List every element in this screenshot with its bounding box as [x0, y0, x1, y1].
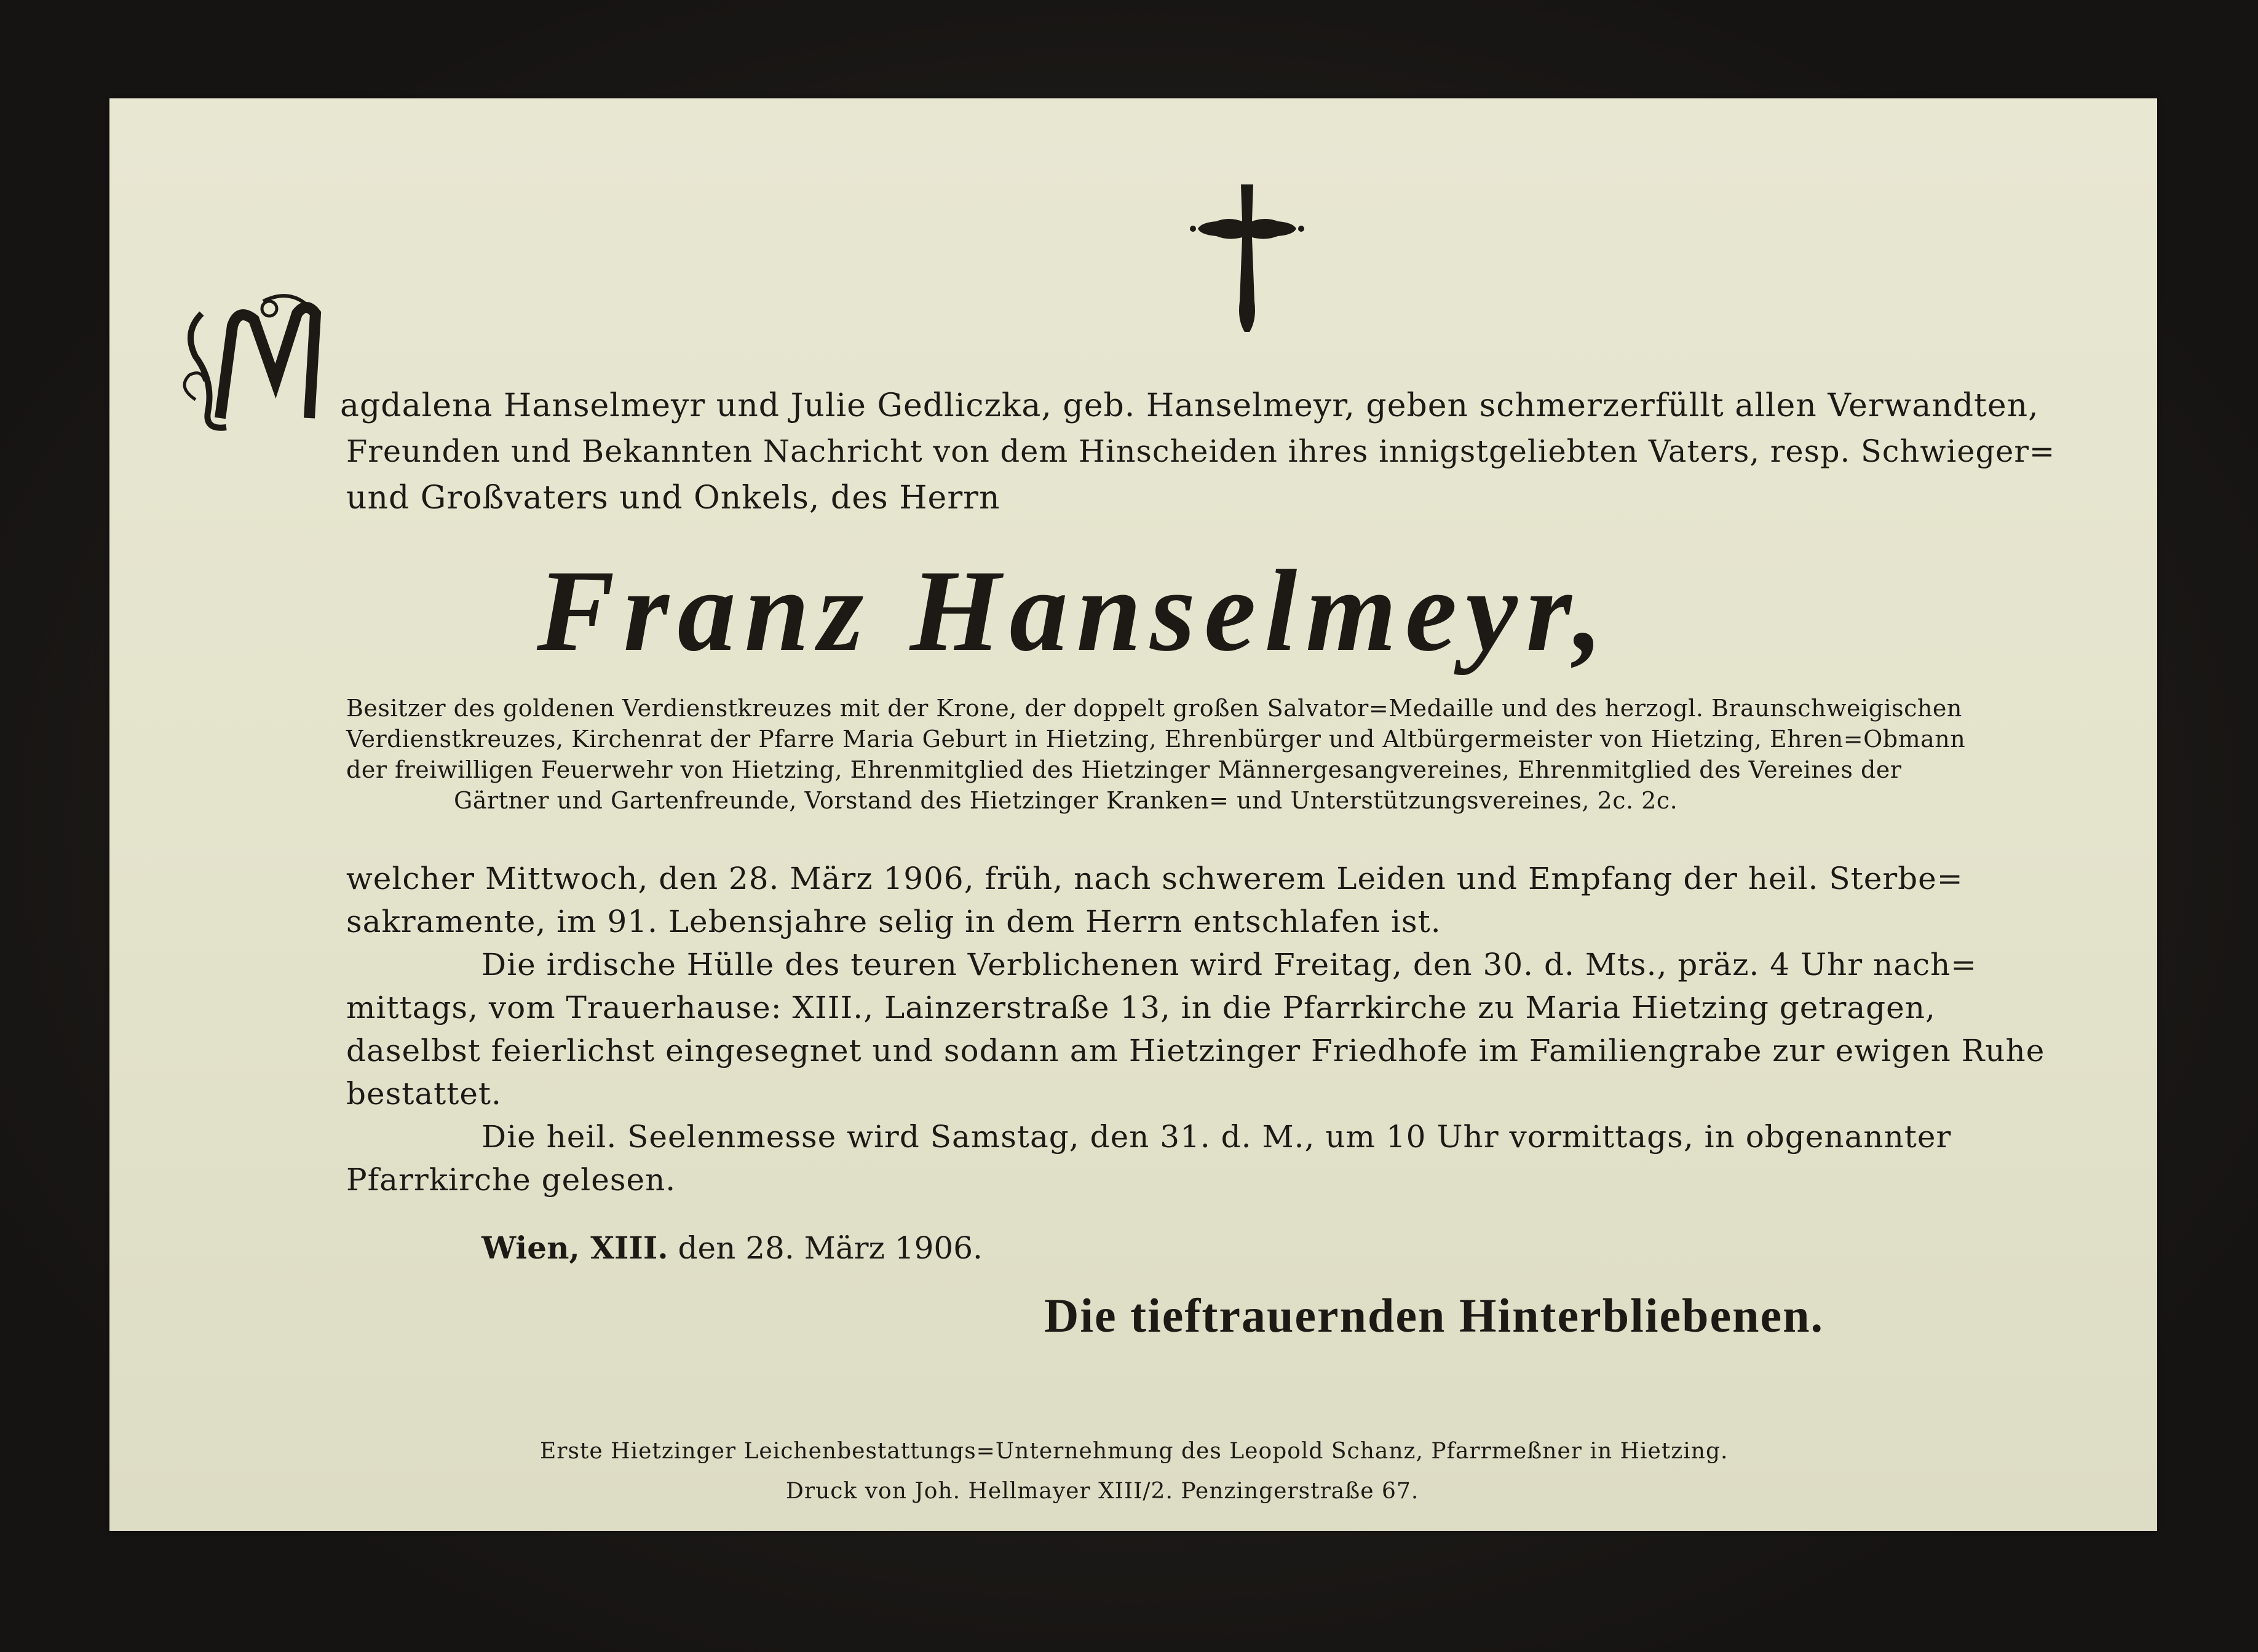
body-p1-line-2: sakramente, im 91. Lebensjahre selig in dem Herrn entschlafen ist. — [346, 904, 1441, 939]
titles-line-1: Besitzer des goldenen Verdienstkreuzes mit der Krone, der doppelt großen Salvator=Medaille und des herzogl. Braunschweigischen — [346, 695, 1962, 722]
body-p2-line-3: daselbst feierlichst eingesegnet und sodann am Hietzinger Friedhofe im Familiengrabe zur ewigen Ruhe — [346, 1033, 2045, 1069]
body-p2-line-4: bestattet. — [346, 1076, 502, 1112]
body-p2-line-1: Die irdische Hülle des teuren Verblichenen wird Freitag, den 30. d. Mts., präz. 4 Uhr nach= — [481, 947, 1978, 982]
body-p2-line-2: mittags, vom Trauerhause: XIII., Lainzerstraße 13, in die Pfarrkirche zu Maria Hietzing getragen, — [346, 990, 1936, 1026]
body-p1-line-1: welcher Mittwoch, den 28. März 1906, früh, nach schwerem Leiden und Empfang der heil. Sterbe= — [346, 861, 1963, 896]
place-date — [481, 1230, 983, 1266]
mourning-card — [109, 98, 2157, 1531]
ornamental-initial — [177, 289, 331, 443]
titles-line-3: der freiwilligen Feuerwehr von Hietzing, Ehrenmitglied des Hietzinger Männergesangvereines, Ehrenmitglied des Vereines der — [346, 756, 1902, 783]
intro-line-2: Freunden und Bekannten Nachricht von dem Hinscheiden ihres innigstgeliebten Vaters, resp. Schwieger= — [346, 433, 2056, 469]
body-p3-line-1: Die heil. Seelenmesse wird Samstag, den 31. d. M., um 10 Uhr vormittags, in obgenannter — [481, 1119, 1952, 1155]
cross-icon — [1186, 178, 1309, 338]
intro-line-1: agdalena Hanselmeyr und Julie Gedliczka, geb. Hanselmeyr, geben schmerzerfüllt allen Verwandten, — [340, 387, 2039, 424]
body-p3-line-2: Pfarrkirche gelesen. — [346, 1162, 676, 1198]
deceased-name: Franz Hanselmeyr, — [537, 547, 1612, 676]
printer-line-2: Druck von Joh. Hellmayer XIII/2. Penzingerstraße 67. — [786, 1479, 1419, 1504]
titles-line-2: Verdienstkreuzes, Kirchenrat der Pfarre Maria Geburt in Hietzing, Ehrenbürger und Altbürgermeister von Hietzing, Ehren=Obmann — [346, 725, 1966, 753]
intro-line-3: und Großvaters und Onkels, des Herrn — [346, 480, 1000, 516]
place: Wien, XIII. — [481, 1230, 668, 1266]
titles-line-4: Gärtner und Gartenfreunde, Vorstand des Hietzinger Kranken= und Unterstützungsvereines, 2c. 2c. — [454, 787, 1678, 814]
date: den 28. März 1906. — [678, 1230, 983, 1266]
mourners-signature: Die tieftrauernden Hinterbliebenen. — [1044, 1289, 1824, 1342]
printer-line-1: Erste Hietzinger Leichenbestattungs=Unternehmung des Leopold Schanz, Pfarrmeßner in Hietzing. — [540, 1439, 1729, 1464]
svg-text:M: M — [251, 401, 258, 408]
